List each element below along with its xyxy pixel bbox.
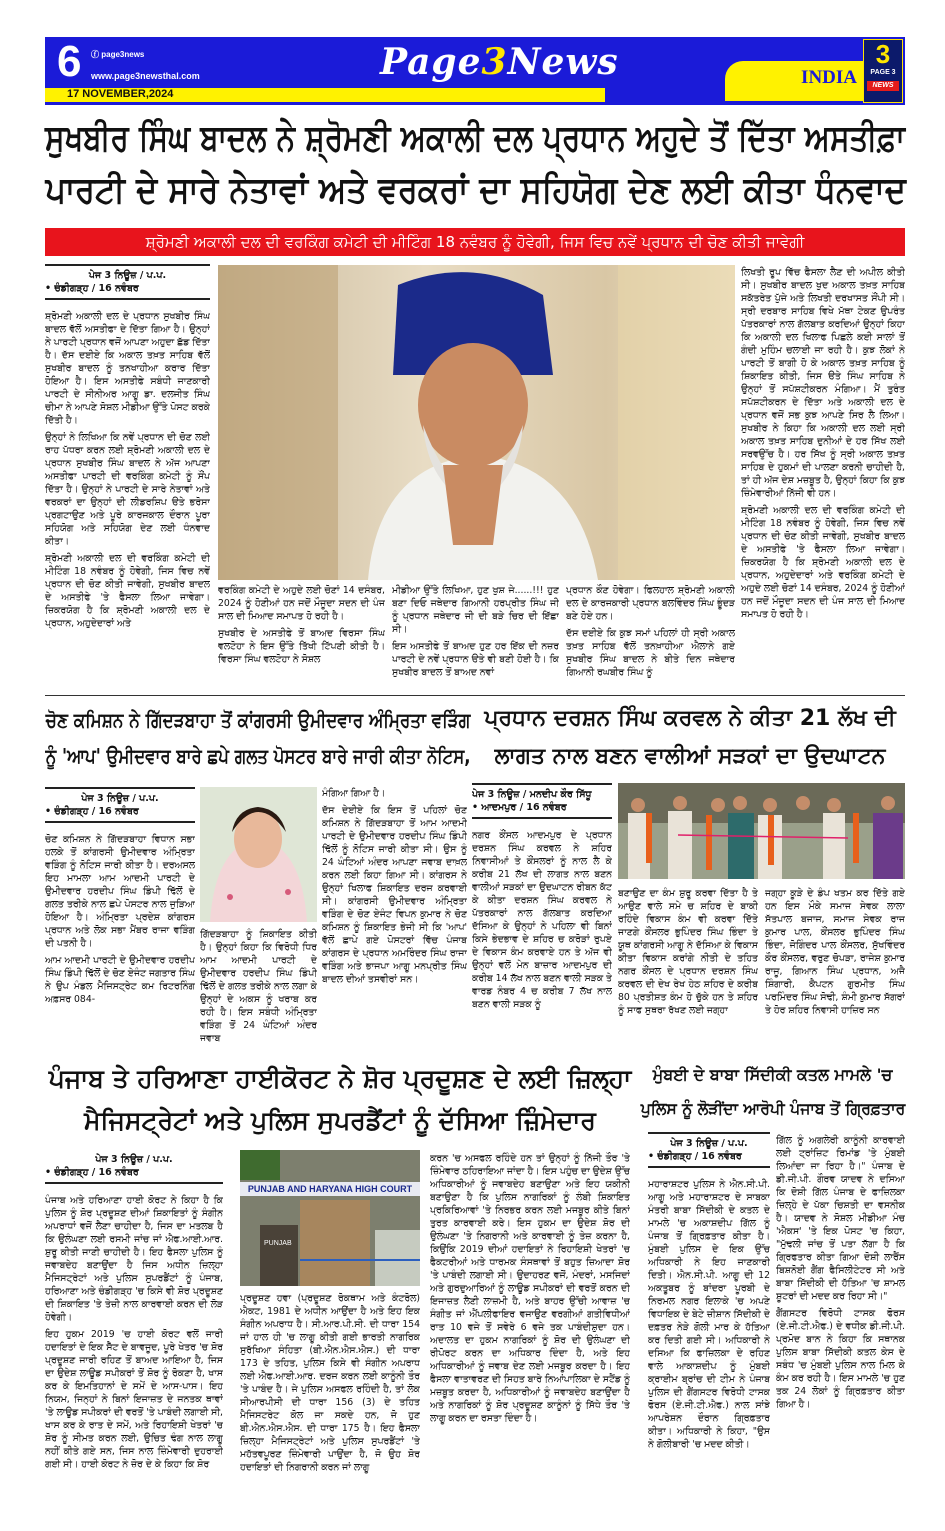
masthead <box>45 37 905 105</box>
headline-line: ਸੁਖਬੀਰ ਸਿੰਘ ਬਾਦਲ ਨੇ ਸ਼੍ਰੋਮਣੀ ਅਕਾਲੀ ਦਲ ਪ੍ਰਧਾਨ ਅਹੁਦੇ ਤੋਂ ਦਿੱਤਾ ਅਸਤੀਫ਼ਾ <box>45 118 905 159</box>
byline-agency: ਪੇਜ 3 ਨਿਊਜ਼ / ਮਨਦੀਪ ਕੌਰ ਸਿੱਧੂ <box>472 789 592 800</box>
lead-column-4 <box>566 584 735 690</box>
headline-line: ਨੂੰ 'ਆਪ' ਉਮੀਦਵਾਰ ਬਾਰੇ ਛਪੇ ਗਲਤ ਪੋਸਟਰ ਬਾਰੇ ਜਾਰੀ ਕੀਤਾ ਨੋਟਿਸ, <box>45 744 471 768</box>
paragraph: ਉਨ੍ਹਾਂ ਨੇ ਲਿਖਿਆ ਕਿ ਨਵੇਂ ਪ੍ਰਧਾਨ ਦੀ ਚੋਣ ਲਈ ਰਾਹ ਪੱਧਰਾ ਕਰਨ ਲਈ ਸ਼੍ਰੋਮਣੀ ਅਕਾਲੀ ਦਲ ਦੇ ਪ੍ਰਧਾਨ ਸੁਖਬੀਰ ਸਿੰਘ ਬਾਦਲ ਨੇ ਅੱਜ ਆਪਣਾ ਅਸਤੀਫਾ ਪਾਰਟੀ ਦੀ ਵਰਕਿੰਗ ਕਮੇਟੀ ਨੂੰ ਸੌਂਪ ਦਿੱਤਾ ਹੈ। ਉਨ੍ਹਾਂ ਨੇ ਪਾਰਟੀ ਦੇ ਸਾਰੇ ਨੇਤਾਵਾਂ ਅਤੇ ਵਰਕਰਾਂ ਦਾ ਉਨ੍ਹਾਂ ਦੀ ਲੀਡਰਸ਼ਿਪ ੳਤੇ ਭਰੋਸਾ ਪ੍ਰਗਟਾਉਣ ਅਤੇ ਪੂਰੇ ਕਾਰਜਕਾਲ ਦੌਰਾਨ ਪੂਰਾ ਸਹਿਯੋਗ ਅਤੇ ਸਹਿਯੋਗ ਦੇਣ ਲਈ ਧੰਨਵਾਦ ਕੀਤਾ। <box>45 432 210 547</box>
byline-place: • ਆਦਮਪੁਰ / 16 ਨਵੰਬਰ <box>472 802 567 813</box>
logo-text: PAGE 3 <box>870 69 896 76</box>
byline-agency: ਪੇਜ 3 ਨਿਊਜ਼ / ਪ.ਪ. <box>88 270 167 281</box>
facebook-icon: ⓕ <box>91 50 102 59</box>
banner-text: ਸ਼੍ਰੋਮਣੀ ਅਕਾਲੀ ਦਲ ਦੀ ਵਰਕਿੰਗ ਕਮੇਟੀ ਦੀ ਮੀਟਿੰਗ 18 ਨਵੰਬਰ ਨੂੰ ਹੋਵੇਗੀ, ਜਿਸ ਵਿਚ ਨਵੇਂ ਪ੍ਰਧਾਨ ਦੀ ਚੋਣ ਕੀਤੀ ਜਾਵੇਗੀ <box>145 233 805 251</box>
court-plaque-text: PUNJAB <box>264 1240 292 1247</box>
story3-column-1 <box>472 783 612 1053</box>
paragraph: ਆਮ ਆਦਮੀ ਪਾਰਟੀ ਦੇ ਉਮੀਦਵਾਰ ਹਰਦੀਪ ਸਿੰਘ ਡਿੰਪੀ ਢਿੱਲੋਂ ਦੇ ਚੋਣ ਏਜੰਟ ਜਗਤਾਰ ਸਿੰਘ ਨੇ ਉਪ ਮੰਡਲ ਮੈਜਿਸਟ੍ਰੇਟ ਕਮ ਰਿਟਰਨਿੰਗ ਅਫ਼ਸਰ 084- <box>45 955 195 1005</box>
paragraph: ਦੱਸ ਦੇਈਏ ਕਿ ਇਸ ਤੋਂ ਪਹਿਲਾਂ ਚੋਣ ਕਮਿਸ਼ਨ ਨੇ ਗਿੱਦੜਬਾਹਾ ਤੋਂ ਆਮ ਆਦਮੀ ਪਾਰਟੀ ਦੇ ਉਮੀਦਵਾਰ ਹਰਦੀਪ ਸਿੰਘ ਡਿੰਪੀ ਢਿੱਲੋਂ ਨੂੰ ਨੋਟਿਸ ਜਾਰੀ ਕੀਤਾ ਸੀ। ਉਸ ਨੂੰ 24 ਘੰਟਿਆਂ ਅੰਦਰ ਆਪਣਾ ਜਵਾਬ ਦਾਖ਼ਲ ਕਰਨ ਲਈ ਕਿਹਾ ਗਿਆ ਸੀ। ਕਾਂਗਰਸ ਨੇ ਉਨ੍ਹਾਂ ਖਿਲਾਫ ਸ਼ਿਕਾਇਤ ਦਰਜ ਕਰਵਾਈ ਸੀ। ਕਾਂਗਰਸੀ ਉਮੀਦਵਾਰ ਅੰਮ੍ਰਿਤਾ ਵੜਿੰਗ ਦੇ ਚੋਣ ਏਜੰਟ ਵਿਪਨ ਕੁਮਾਰ ਨੇ ਚੋਣ ਕਮਿਸ਼ਨ ਨੂੰ ਸ਼ਿਕਾਇਤ ਭੇਜੀ ਸੀ ਕਿ 'ਆਪ' ਵੱਲੋਂ ਛਾਪੇ ਗਏ ਪੋਸਟਰਾਂ ਵਿੱਚ ਪੰਜਾਬ ਕਾਂਗਰਸ ਦੇ ਪ੍ਰਧਾਨ ਅਮਰਿੰਦਰ ਸਿੰਘ ਰਾਜਾ ਵੜਿੰਗ ਅਤੇ ਭਾਜਪਾ ਆਗੂ ਮਨਪ੍ਰੀਤ ਸਿੰਘ ਬਾਦਲ ਦੀਆਂ ਤਸਵੀਰਾਂ ਸਨ। <box>322 805 467 985</box>
page3-logo <box>863 39 903 103</box>
paragraph: ਪ੍ਰਦੂਸ਼ਣ ਹਵਾ (ਪ੍ਰਦੂਸ਼ਣ ਰੋਕਥਾਮ ਅਤੇ ਕੰਟਰੋਲ) ਐਕਟ, 1981 ਦੇ ਅਧੀਨ ਆਉਂਦਾ ਹੈ ਅਤੇ ਇਹ ਇਕ ਸੰਗੀਨ ਅਪਰਾਧ ਹੈ। ਸੀ.ਆਰ.ਪੀ.ਸੀ. ਦੀ ਧਾਰਾ 154 ਜਾਂ ਹਾਲ ਹੀ 'ਚ ਲਾਗੂ ਕੀਤੀ ਗਈ ਭਾਰਤੀ ਨਾਗਰਿਕ ਸੁਰੱਖਿਆ ਸੰਹਿਤਾ (ਬੀ.ਐਨ.ਐਸ.ਐਸ.) ਦੀ ਧਾਰਾ 173 ਦੇ ਤਹਿਤ, ਪੁਲਿਸ ਕਿਸੇ ਵੀ ਸੰਗੀਨ ਅਪਰਾਧ ਲਈ ਐਫ.ਆਈ.ਆਰ. ਦਰਜ ਕਰਨ ਲਈ ਕਾਨੂੰਨੀ ਤੌਰ 'ਤੇ ਪਾਬੰਦ ਹੈ। ਜੇ ਪੁਲਿਸ ਅਸਫਲ ਰਹਿੰਦੀ ਹੈ, ਤਾਂ ਲੋਕ ਸੀਆਰਪੀਸੀ ਦੀ ਧਾਰਾ 156 (3) ਦੇ ਤਹਿਤ ਮੈਜਿਸਟਰੇਟ ਕੋਲ ਜਾ ਸਕਦੇ ਹਨ, ਜੋ ਹੁਣ ਬੀ.ਐਨ.ਐਸ.ਐਸ. ਦੀ ਧਾਰਾ 175 ਹੈ। ਇਹ ਫੈਸਲਾ ਜ਼ਿਲ੍ਹਾ ਮੈਜਿਸਟ੍ਰੇਟਾਂ ਅਤੇ ਪੁਲਿਸ ਸੁਪਰਡੈਂਟਾਂ 'ਤੇ ਮਹੱਤਵਪੂਰਣ ਜ਼ਿੰਮੇਵਾਰੀ ਪਾਉਂਦਾ ਹੈ, ਜੋ ਉਹ ਸ਼ੋਰ ਹਦਾਇਤਾਂ ਦੀ ਨਿਗਰਾਨੀ ਕਰਨ ਜਾਂ ਲਾਗੂ <box>240 1293 420 1473</box>
byline-agency: ਪੇਜ 3 ਨਿਊਜ਼ / ਪ.ਪ. <box>81 793 159 804</box>
brand-logo <box>380 41 619 83</box>
paragraph: ਸ਼੍ਰੋਮਣੀ ਅਕਾਲੀ ਦਲ ਦੇ ਪ੍ਰਧਾਨ ਸੁਖਬੀਰ ਸਿੰਘ ਬਾਦਲ ਵੱਲੋਂ ਅਸਤੀਫਾ ਦੇ ਦਿੱਤਾ ਗਿਆ ਹੈ। ਉਨ੍ਹਾਂ ਨੇ ਪਾਰਟੀ ਪ੍ਰਧਾਨ ਵਜੋਂ ਆਪਣਾ ਅਹੁਦਾ ਛੱਡ ਦਿੱਤਾ ਹੈ। ਦੱਸ ਦਈਏ ਕਿ ਅਕਾਲ ਤਖ਼ਤ ਸਾਹਿਬ ਵੱਲੋਂ ਸੁਖਬੀਰ ਬਾਦਲ ਨੂੰ ਤਨਖਾਹੀਆ ਕਰਾਰ ਦਿੱਤਾ ਹੋਇਆ ਹੈ। ਇਸ ਅਸਤੀਫੇ ਸਬੰਧੀ ਜਾਣਕਾਰੀ ਪਾਰਟੀ ਦੇ ਸੀਨੀਅਰ ਆਗੂ ਡਾ. ਦਲਜੀਤ ਸਿੰਘ ਚੀਮਾ ਨੇ ਆਪਣੇ ਸੋਸ਼ਲ ਮੀਡੀਆ ਉੱਤੇ ਪੋਸਟ ਕਰਕੇ ਦਿੱਤੀ ਹੈ। <box>45 311 210 426</box>
story2-photo <box>200 787 317 922</box>
paragraph: ਇਸ ਅਸਤੀਫੇ ਤੋਂ ਬਾਅਦ ਹੁਣ ਹਰ ਇੱਕ ਦੀ ਨਜ਼ਰ ਪਾਰਟੀ ਦੇ ਨਵੇਂ ਪ੍ਰਧਾਨ ੳਤੇ ਵੀ ਬਣੀ ਹੋਈ ਹੈ। ਕਿ ਸੁਖਬੀਰ ਬਾਦਲ ਤੋਂ ਬਾਅਦ ਨਵਾਂ <box>392 641 559 678</box>
logo-badge: NEWS <box>867 81 899 91</box>
paragraph: ਗੈਂਗਸਟਰ ਵਿਰੋਧੀ ਟਾਸਕ ਫੋਰਸ (ਏ.ਜੀ.ਟੀ.ਐਫ.) ਦੇ ਵਧੀਕ ਡੀ.ਜੀ.ਪੀ. ਪ੍ਰਮੋਦ ਬਾਨ ਨੇ ਕਿਹਾ ਕਿ ਸਥਾਨਕ ਪੁਲਿਸ ਬਾਬਾ ਸਿੱਦੀਕੀ ਕਤਲ ਕੇਸ ਦੇ ਸਬੰਧ 'ਚ ਮੁੰਬਈ ਪੁਲਿਸ ਨਾਲ ਮਿਲ ਕੇ ਕੰਮ ਕਰ ਰਹੀ ਹੈ। ਇਸ ਮਾਮਲੇ 'ਚ ਹੁਣ ਤਕ 24 ਲੋਕਾਂ ਨੂੰ ਗ੍ਰਿਫ਼ਤਾਰ ਕੀਤਾ ਗਿਆ ਹੈ। <box>776 1308 905 1410</box>
paragraph: ਦੱਸ ਦਈਏ ਕਿ ਕੁਝ ਸਮਾਂ ਪਹਿਲਾਂ ਹੀ ਸ੍ਰੀ ਅਕਾਲ ਤਖ਼ਤ ਸਾਹਿਬ ਵੱਲੋਂ ਤਨਖ਼ਾਹੀਆ ਐਲਾਨੇ ਗਏ ਸੁਖਬੀਰ ਸਿੰਘ ਬਾਦਲ ਨੇ ਬੀਤੇ ਦਿਨ ਜਥੇਦਾਰ ਗਿਆਨੀ ਰਘਬੀਰ ਸਿੰਘ ਨੂੰ <box>566 628 735 678</box>
story3-column-3 <box>765 887 905 1053</box>
paragraph: ਪੰਜਾਬ ਅਤੇ ਹਰਿਆਣਾ ਹਾਈ ਕੋਰਟ ਨੇ ਕਿਹਾ ਹੈ ਕਿ ਪੁਲਿਸ ਨੂੰ ਸ਼ੋਰ ਪ੍ਰਦੂਸ਼ਣ ਦੀਆਂ ਸ਼ਿਕਾਇਤਾਂ ਨੂੰ ਸੰਗੀਨ ਅਪਰਾਧਾਂ ਵਜੋਂ ਲੈਣਾ ਚਾਹੀਦਾ ਹੈ, ਜਿਸ ਦਾ ਮਤਲਬ ਹੈ ਕਿ ਉਲੰਘਣਾ ਲਈ ਰਸਮੀ ਜਾਂਚ ਜਾਂ ਐਫ.ਆਈ.ਆਰ. ਸ਼ੁਰੂ ਕੀਤੀ ਜਾਣੀ ਚਾਹੀਦੀ ਹੈ। ਇਹ ਫੈਸਲਾ ਪੁਲਿਸ ਨੂੰ ਜਵਾਬਦੇਹ ਬਣਾਉਂਦਾ ਹੈ ਜਿਸ ਅਧੀਨ ਜ਼ਿਲ੍ਹਾ ਮੈਜਿਸਟ੍ਰੇਟਾਂ ਅਤੇ ਪੁਲਿਸ ਸੁਪਰਡੈਂਟਾਂ ਨੂੰ ਪੰਜਾਬ, ਹਰਿਆਣਾ ਅਤੇ ਚੰਡੀਗੜ੍ਹ 'ਚ ਕਿਸੇ ਵੀ ਸ਼ੋਰ ਪ੍ਰਦੂਸ਼ਣ ਦੀ ਸ਼ਿਕਾਇਤ 'ਤੇ ਤੇਜ਼ੀ ਨਾਲ ਕਾਰਵਾਈ ਕਰਨ ਦੀ ਲੋੜ ਹੋਵੇਗੀ। <box>45 1195 223 1323</box>
handle-text: page3news <box>101 50 145 59</box>
lead-column-3 <box>392 584 559 690</box>
paragraph: ਇਹ ਹੁਕਮ 2019 'ਚ ਹਾਈ ਕੋਰਟ ਵਲੋਂ ਜਾਰੀ ਹਦਾਇਤਾਂ ਦੇ ਇਕ ਸੈੱਟ ਦੇ ਬਾਵਜੂਦ, ਪੂਰੇ ਖੇਤਰ 'ਚ ਸ਼ੋਰ ਪ੍ਰਦੂਸ਼ਣ ਜਾਰੀ ਰਹਿਣ ਤੋਂ ਬਾਅਦ ਆਇਆ ਹੈ, ਜਿਸ ਦਾ ਉਦੇਸ਼ ਲਾਊਡ ਸਪੀਕਰਾਂ ਤੋਂ ਸ਼ੋਰ ਨੂੰ ਰੋਕਣਾ ਹੈ, ਖਾਸ ਕਰ ਕੇ ਇਮਤਿਹਾਨਾਂ ਦੇ ਸਮੇਂ ਦੇ ਆਸ-ਪਾਸ। ਇਹ ਨਿਯਮ, ਜਿਨ੍ਹਾਂ ਨੇ ਬਿਨਾਂ ਇਜਾਜ਼ਤ ਦੇ ਜਨਤਕ ਥਾਵਾਂ 'ਤੇ ਲਾਊਡ ਸਪੀਕਰਾਂ ਦੀ ਵਰਤੋਂ 'ਤੇ ਪਾਬੰਦੀ ਲਗਾਈ ਸੀ, ਖਾਸ ਕਰ ਕੇ ਰਾਤ ਦੇ ਸਮੇਂ, ਅਤੇ ਰਿਹਾਇਸ਼ੀ ਖੇਤਰਾਂ 'ਚ ਸ਼ੋਰ ਨੂੰ ਸੀਮਤ ਕਰਨ ਲਈ, ਉਚਿਤ ਢੰਗ ਨਾਲ ਲਾਗੂ ਨਹੀਂ ਕੀਤੇ ਗਏ ਸਨ, ਜਿਸ ਨਾਲ ਜ਼ਿੰਮੇਵਾਰੀ ਦੁਹਰਾਈ ਗਈ ਸੀ। ਹਾਈ ਕੋਰਟ ਨੇ ਜ਼ੋਰ ਦੇ ਕੇ ਕਿਹਾ ਕਿ ਸ਼ੋਰ <box>45 1329 223 1470</box>
story3-photo <box>618 783 905 879</box>
byline-agency: ਪੇਜ 3 ਨਿਊਜ਼ / ਪ.ਪ. <box>95 1154 173 1165</box>
story5-headline <box>640 1058 905 1128</box>
paragraph: ਪ੍ਰਧਾਨ ਕੌਣ ਹੋਵੇਗਾ। ਫਿਲਹਾਲ ਸ਼੍ਰੋਮਣੀ ਅਕਾਲੀ ਦਲ ਦੇ ਕਾਰਜਕਾਰੀ ਪ੍ਰਧਾਨ ਬਲਵਿੰਦਰ ਸਿੰਘ ਭੂੰਦੜ ਬਣੇ ਹੋਏ ਹਨ। <box>566 585 735 622</box>
paragraph: ਗਿੱਲ ਨੂੰ ਅਗਲੇਰੀ ਕਾਨੂੰਨੀ ਕਾਰਵਾਈ ਲਈ ਟ੍ਰਾਂਜ਼ਿਟ ਰਿਮਾਂਡ 'ਤੇ ਮੁੰਬਈ ਲਿਆਂਦਾ ਜਾ ਰਿਹਾ ਹੈ।" ਪੰਜਾਬ ਦੇ ਡੀ.ਜੀ.ਪੀ. ਗੌਰਵ ਯਾਦਵ ਨੇ ਦਸਿਆ ਕਿ ਦੋਸ਼ੀ ਗਿੱਲ ਪੰਜਾਬ ਦੇ ਫਾਜ਼ਿਲਕਾ ਜ਼ਿਲ੍ਹੇ ਦੇ ਪੱਕਾ ਚਿਸ਼ਤੀ ਦਾ ਵਸਨੀਕ ਹੈ। ਯਾਦਵ ਨੇ ਸੋਸ਼ਲ ਮੀਡੀਆ ਮੰਚ 'ਐਕਸ' 'ਤੇ ਇਕ ਪੋਸਟ 'ਚ ਕਿਹਾ, "ਮੁੱਢਲੀ ਜਾਂਚ ਤੋਂ ਪਤਾ ਲੱਗਾ ਹੈ ਕਿ ਗ੍ਰਿਫਤਾਰ ਕੀਤਾ ਗਿਆ ਦੋਸ਼ੀ ਲਾਰੈਂਸ ਬਿਸ਼ਨੋਈ ਗੈਂਗ ਫੈਸਿਲੀਟੇਟਰ ਸੀ ਅਤੇ ਬਾਬਾ ਸਿੱਦੀਕੀ ਦੀ ਹੱਤਿਆ 'ਚ ਸ਼ਾਮਲ ਸ਼ੂਟਰਾਂ ਦੀ ਮਦਦ ਕਰ ਰਿਹਾ ਸੀ।" <box>776 1135 905 1302</box>
byline-place: • ਚੰਡੀਗੜ੍ਹ / 16 ਨਵੰਬਰ <box>45 806 139 817</box>
story4-column-2 <box>240 1292 420 1525</box>
paragraph: ਜਗ੍ਹਾ ਕੂੜੇ ਦੇ ਡੰਪ ਖਤਮ ਕਰ ਦਿੱਤੇ ਗਏ ਹਨ ਇਸ ਮੌਕੇ ਸਮਾਜ ਸੇਵਕ ਲਾਲਾ ਸੱਤਪਾਲ ਬਜਾਜ, ਸਮਾਜ ਸੇਵਕ ਰਾਜ ਕੁਮਾਰ ਪਾਲ, ਕੌਂਸਲਰ ਭੁਪਿੰਦਰ ਸਿੰਘ ਭਿੰਦਾ, ਜੋਗਿੰਦਰ ਪਾਲ ਕੌਂਸਲਰ, ਸੁੱਖਵਿੰਦਰ ਕੌਰ ਕੌਂਸਲਰ, ਵਰੁਣ ਚੋਪੜਾ, ਰਾਜੇਸ਼ ਕੁਮਾਰ ਰਾਜੂ, ਗਿਆਨ ਸਿੰਘ ਪ੍ਰਧਾਨ, ਅਜੈ ਸ਼ਿੰਗਾਰੀ, ਕੈਪਟਨ ਗੁਰਮੀਤ ਸਿੰਘ ਪਰਮਿੰਦਰ ਸਿੰਘ ਸੋਢੀ, ਸ਼ੰਮੀ ਕੁਮਾਰ ਸੱਗਰਾਂ ਤੇ ਹੋਰ ਸ਼ਹਿਰ ਨਿਵਾਸੀ ਹਾਜ਼ਿਰ ਸਨ <box>765 888 905 1016</box>
story4-photo <box>240 1150 420 1286</box>
logo-number: 3 <box>875 39 891 69</box>
paragraph: ਸੁਖਬੀਰ ਦੇ ਅਸਤੀਫੇ ਤੋਂ ਬਾਅਦ ਵਿਰਸਾ ਸਿੰਘ ਵਲਟੋਹਾ ਨੇ ਇਸ ਉੱਤੇ ਤਿੱਖੀ ਟਿੱਪਣੀ ਕੀਤੀ ਹੈ। ਵਿਰਸਾ ਸਿੰਘ ਵਲਟੋਹਾ ਨੇ ਸੋਸ਼ਲ <box>218 628 385 665</box>
lead-photo <box>218 265 735 580</box>
story2-headline <box>45 702 470 778</box>
headline-line: ਲਾਗਤ ਨਾਲ ਬਣਨ ਵਾਲੀਆਂ ਸੜਕਾਂ ਦਾ ਉਦਘਾਟਨ <box>494 744 886 769</box>
brand-three: 3 <box>481 41 508 83</box>
story4-headline <box>45 1058 635 1144</box>
story2-column-1 <box>45 787 195 1052</box>
byline-place: • ਚੰਡੀਗੜ੍ਹ / 16 ਨਵੰਬਰ <box>648 1151 742 1162</box>
paragraph: ਕਰਨ 'ਚ ਅਸਫਲ ਰਹਿੰਦੇ ਹਨ ਤਾਂ ਉਨ੍ਹਾਂ ਨੂੰ ਨਿੱਜੀ ਤੌਰ 'ਤੇ ਜ਼ਿੰਮੇਵਾਰ ਠਹਿਰਾਇਆ ਜਾਂਦਾ ਹੈ। ਇਸ ਪਹੁੰਚ ਦਾ ਉਦੇਸ਼ ਉੱਚ ਅਧਿਕਾਰੀਆਂ ਨੂੰ ਜਵਾਬਦੇਹ ਬਣਾਉਣਾ ਅਤੇ ਇਹ ਯਕੀਨੀ ਬਣਾਉਣਾ ਹੈ ਕਿ ਪੁਲਿਸ ਨਾਗਰਿਕਾਂ ਨੂੰ ਲੰਬੀ ਸ਼ਿਕਾਇਤ ਪ੍ਰਕਿਰਿਆਵਾਂ 'ਤੇ ਨਿਰਭਰ ਕਰਨ ਲਈ ਮਜਬੂਰ ਕੀਤੇ ਬਿਨਾਂ ਤੁਰਤ ਕਾਰਵਾਈ ਕਰੇ। ਇਸ ਹੁਕਮ ਦਾ ਉਦੇਸ਼ ਸ਼ੋਰ ਦੀ ਉਲੰਘਣਾ 'ਤੇ ਨਿਗਰਾਨੀ ਅਤੇ ਕਾਰਵਾਈ ਨੂੰ ਤੇਜ਼ ਕਰਨਾ ਹੈ, ਕਿਉਂਕਿ 2019 ਦੀਆਂ ਹਦਾਇਤਾਂ ਨੇ ਰਿਹਾਇਸ਼ੀ ਖੇਤਰਾਂ 'ਚ ਫੈਕਟਰੀਆਂ ਅਤੇ ਧਾਰਮਕ ਸੰਸਥਾਵਾਂ ਤੋਂ ਬਹੁਤ ਜ਼ਿਆਦਾ ਸ਼ੋਰ 'ਤੇ ਪਾਬੰਦੀ ਲਗਾਈ ਸੀ। ਉਦਾਹਰਣ ਵਜੋਂ, ਮੰਦਰਾਂ, ਮਸਜਿਦਾਂ ਅਤੇ ਗੁਰਦੁਆਰਿਆਂ ਨੂੰ ਲਾਊਡ ਸਪੀਕਰਾਂ ਦੀ ਵਰਤੋਂ ਕਰਨ ਦੀ ਇਜਾਜ਼ਤ ਲੈਣੀ ਲਾਜ਼ਮੀ ਹੈ, ਅਤੇ ਬਾਹਰ ਉੱਚੀ ਆਵਾਜ਼ 'ਚ ਸੰਗੀਤ ਜਾਂ ਐਂਪਲੀਫਾਇਰ ਵਜਾਉਣ ਵਰਗੀਆਂ ਗਤੀਵਿਧੀਆਂ ਰਾਤ 10 ਵਜੇ ਤੋਂ ਸਵੇਰੇ 6 ਵਜੇ ਤਕ ਪਾਬੰਦੀਸ਼ੁਦਾ ਹਨ। ਅਦਾਲਤ ਦਾ ਹੁਕਮ ਨਾਗਰਿਕਾਂ ਨੂੰ ਸ਼ੋਰ ਦੀ ਉਲੰਘਣਾ ਦੀ ਰੀਪੋਰਟ ਕਰਨ ਦਾ ਅਧਿਕਾਰ ਦਿੰਦਾ ਹੈ, ਅਤੇ ਇਹ ਅਧਿਕਾਰੀਆਂ ਨੂੰ ਜਵਾਬ ਦੇਣ ਲਈ ਮਜਬੂਰ ਕਰਦਾ ਹੈ। ਇਹ ਫੈਸਲਾ ਵਾਤਾਵਰਣ ਦੀ ਸਿਹਤ ਬਾਰੇ ਨਿਆਂਪਾਲਿਕਾ ਦੇ ਸਟੈਂਡ ਨੂੰ ਮਜ਼ਬੂਤ ਕਰਦਾ ਹੈ, ਅਧਿਕਾਰੀਆਂ ਨੂੰ ਜਵਾਬਦੇਹ ਬਣਾਉਂਦਾ ਹੈ ਅਤੇ ਨਾਗਰਿਕਾਂ ਨੂੰ ਸ਼ੋਰ ਪ੍ਰਦੂਸ਼ਣ ਕਾਨੂੰਨਾਂ ਨੂੰ ਸਿੱਧੇ ਤੌਰ 'ਤੇ ਲਾਗੂ ਕਰਨ ਦਾ ਰਸਤਾ ਦਿੰਦਾ ਹੈ। <box>430 1153 630 1424</box>
story4-column-3 <box>430 1152 630 1525</box>
byline <box>45 787 195 823</box>
byline <box>648 1132 770 1168</box>
byline <box>472 783 612 819</box>
section-divider <box>45 695 905 696</box>
story2-column-2 <box>200 928 317 1052</box>
paragraph: ਲਿਖਤੀ ਰੂਪ ਵਿੱਚ ਫੈਸਲਾ ਲੈਣ ਦੀ ਅਪੀਲ ਕੀਤੀ ਸੀ। ਸੁਖਬੀਰ ਬਾਦਲ ਖੁਦ ਅਕਾਲ ਤਖ਼ਤ ਸਾਹਿਬ ਸਕੱਤਰੇਤ ਪੁੱਜੇ ਅਤੇ ਲਿਖਤੀ ਦਰਖਾਸਤ ਸੌਂਪੀ ਸੀ। ਸ੍ਰੀ ਦਰਬਾਰ ਸਾਹਿਬ ਵਿਖੇ ਮੱਥਾ ਟੇਕਣ ਉਪਰੰਤ ਪੱਤਰਕਾਰਾਂ ਨਾਲ ਗੱਲਬਾਤ ਕਰਦਿਆਂ ਉਨ੍ਹਾਂ ਕਿਹਾ ਕਿ ਅਕਾਲੀ ਦਲ ਖਿਲਾਫ ਪਿਛਲੇ ਕਈ ਸਾਲਾਂ ਤੋਂ ਗੰਦੀ ਮੁਹਿੰਮ ਚਲਾਈ ਜਾ ਰਹੀ ਹੈ। ਕੁਝ ਲੋਕਾਂ ਨੇ ਪਾਰਟੀ ਤੋਂ ਬਾਗੀ ਹੋ ਕੇ ਅਕਾਲ ਤਖ਼ਤ ਸਾਹਿਬ ਨੂੰ ਸ਼ਿਕਾਇਤ ਕੀਤੀ, ਜਿਸ ੳਤੇ ਸਿੰਘ ਸਾਹਿਬ ਨੇ ਉਨ੍ਹਾਂ ਤੋਂ ਸਪੱਸ਼ਟੀਕਰਨ ਮੰਗਿਆ। ਮੈਂ ਤੁਰੰਤ ਸਪੱਸ਼ਟੀਕਰਨ ਦੇ ਦਿੱਤਾ ਅਤੇ ਅਕਾਲੀ ਦਲ ਦੇ ਪ੍ਰਧਾਨ ਵਜੋਂ ਸਭ ਕੁਝ ਆਪਣੇ ਸਿਰ ਲੈ ਲਿਆ। ਸੁਖਬੀਰ ਨੇ ਕਿਹਾ ਕਿ ਅਕਾਲੀ ਦਲ ਲਈ ਸ੍ਰੀ ਅਕਾਲ ਤਖ਼ਤ ਸਾਹਿਬ ਦੁਨੀਆਂ ਦੇ ਹਰ ਸਿੱਖ ਲਈ ਸਰਵਉੱਚ ਹੈ। ਹਰ ਸਿੱਖ ਨੂੰ ਸ੍ਰੀ ਅਕਾਲ ਤਖ਼ਤ ਸਾਹਿਬ ਦੇ ਹੁਕਮਾਂ ਦੀ ਪਾਲਣਾ ਕਰਨੀ ਚਾਹੀਦੀ ਹੈ, ਤਾਂ ਹੀ ਅੱਜ ਦੇਸ਼ ਮਜ਼ਬੂਤ ਹੈ, ਉਨ੍ਹਾਂ ਕਿਹਾ ਕਿ ਕੁਝ ਜ਼ਿੰਮੇਵਾਰੀਆਂ ਨਿੱਜੀ ਵੀ ਹਨ। <box>741 267 905 499</box>
court-sign-text: PUNJAB AND HARYANA HIGH COURT <box>240 1182 420 1196</box>
paragraph: ਮੀਡੀਆ ਉੱਤੇ ਲਿਖਿਆ, ਹੁਣ ਖੁਸ਼ ਜੇ......!!! ਹੁਣ ਬਣਾ ਦਿਓ ਜਥੇਦਾਰ ਗਿਆਨੀ ਹਰਪ੍ਰੀਤ ਸਿੰਘ ਜੀ ਨੂੰ ਪ੍ਰਧਾਨ ਜਥੇਦਾਰ ਜੀ ਦੀ ਬੜੇ ਚਿਰ ਦੀ ਇੱਛਾ ਸੀ। <box>392 585 559 635</box>
paragraph: ਗਿੱਦੜਬਾਹਾ ਨੂੰ ਸ਼ਿਕਾਇਤ ਕੀਤੀ ਹੈ। ਉਨ੍ਹਾਂ ਕਿਹਾ ਕਿ ਵਿਰੋਧੀ ਧਿਰ ਆਮ ਆਦਮੀ ਪਾਰਟੀ ਦੇ ਉਮੀਦਵਾਰ ਹਰਦੀਪ ਸਿੰਘ ਡਿੰਪੀ ਢਿੱਲੋਂ ਦੇ ਗਲਤ ਤਰੀਕੇ ਨਾਲ ਲਗਾ ਕੇ ਉਨ੍ਹਾਂ ਦੇ ਅਕਸ ਨੂੰ ਖਰਾਬ ਕਰ ਰਹੀ ਹੈ। ਇਸ ਸਬੰਧੀ ਅੰਮ੍ਰਿਤਾ ਵੜਿੰਗ ਤੋਂ 24 ਘੰਟਿਆਂ ਅੰਦਰ ਜਵਾਬ <box>200 929 317 1044</box>
paragraph: ਸ਼੍ਰੋਮਣੀ ਅਕਾਲੀ ਦਲ ਦੀ ਵਰਕਿੰਗ ਕਮੇਟੀ ਦੀ ਮੀਟਿੰਗ 18 ਨਵੰਬਰ ਨੂੰ ਹੋਵੇਗੀ, ਜਿਸ ਵਿਚ ਨਵੇਂ ਪ੍ਰਧਾਨ ਦੀ ਚੋਣ ਕੀਤੀ ਜਾਵੇਗੀ, ਸੁਖਬੀਰ ਬਾਦਲ ਦੇ ਅਸਤੀਫੇ 'ਤੇ ਫੈਸਲਾ ਲਿਆ ਜਾਵੇਗਾ। ਜ਼ਿਕਰਯੋਗ ਹੈ ਕਿ ਸ਼੍ਰੋਮਣੀ ਅਕਾਲੀ ਦਲ ਦੇ ਪ੍ਰਧਾਨ, ਅਹੁਦੇਦਾਰਾਂ ਅਤੇ <box>45 553 210 629</box>
paragraph: ਚੋਣ ਕਮਿਸ਼ਨ ਨੇ ਗਿੱਦੜਬਾਹਾ ਵਿਧਾਨ ਸਭਾ ਹਲਕੇ ਤੋਂ ਕਾਂਗਰਸੀ ਉਮੀਦਵਾਰ ਅੰਮ੍ਰਿਤਾ ਵੜਿੰਗ ਨੂੰ ਨੋਟਿਸ ਜਾਰੀ ਕੀਤਾ ਹੈ। ਦਰਅਸਲ ਇਹ ਮਾਮਲਾ ਆਮ ਆਦਮੀ ਪਾਰਟੀ ਦੇ ਉਮੀਦਵਾਰ ਹਰਦੀਪ ਸਿੰਘ ਡਿੰਪੀ ਢਿੱਲੋਂ ਦੇ ਗਲਤ ਤਰੀਕੇ ਨਾਲ ਛਪੇ ਪੋਸਟਰ ਨਾਲ ਜੁੜਿਆ ਹੋਇਆ ਹੈ। ਅੰਮ੍ਰਿਤਾ ਪ੍ਰਦੇਸ਼ ਕਾਂਗਰਸ ਪ੍ਰਧਾਨ ਅਤੇ ਲੋਕ ਸਭਾ ਮੈਂਬਰ ਰਾਜਾ ਵੜਿੰਗ ਦੀ ਪਤਨੀ ਹੈ। <box>45 834 195 949</box>
paragraph: ਵਰਕਿੰਗ ਕਮੇਟੀ ਦੇ ਅਹੁਦੇ ਲਈ ਚੋਣਾਂ 14 ਦਸੰਬਰ, 2024 ਨੂੰ ਹੋਣੀਆਂ ਹਨ ਜਦੋਂ ਮੌਜੂਦਾ ਸਦਨ ਦੀ ਪੰਜ ਸਾਲ ਦੀ ਮਿਆਦ ਸਮਾਪਤ ਹੋ ਰਹੀ ਹੈ। <box>218 585 385 622</box>
ribbon-cutting-photo <box>618 783 905 879</box>
byline-place: • ਚੰਡੀਗੜ੍ਹ / 16 ਨਵੰਬਰ <box>45 1167 139 1178</box>
headline-line: ਮੈਜਿਸਟ੍ਰੇਟਾਂ ਅਤੇ ਪੁਲਿਸ ਸੁਪਰਡੈਂਟਾਂ ਨੂੰ ਦੱਸਿਆ ਜ਼ਿੰਮੇਦਾਰ <box>84 1106 596 1135</box>
headline-line: ਪੰਜਾਬ ਤੇ ਹਰਿਆਣਾ ਹਾਈਕੋਰਟ ਨੇ ਸ਼ੋਰ ਪ੍ਰਦੂਸ਼ਣ ਦੇ ਲਈ ਜ਼ਿਲ੍ਹਾ <box>48 1064 632 1093</box>
brand-right: News <box>507 41 619 83</box>
headline-line: ਪੁਲਿਸ ਨੂੰ ਲੋੜੀਂਦਾ ਆਰੋਪੀ ਪੰਜਾਬ ਤੋਂ ਗ੍ਰਿਫ਼ਤਾਰ <box>640 1099 905 1118</box>
byline <box>45 1150 223 1184</box>
paragraph: ਸ਼੍ਰੋਮਣੀ ਅਕਾਲੀ ਦਲ ਦੀ ਵਰਕਿੰਗ ਕਮੇਟੀ ਦੀ ਮੀਟਿੰਗ 18 ਨਵੰਬਰ ਨੂੰ ਹੋਵੇਗੀ, ਜਿਸ ਵਿਚ ਨਵੇਂ ਪ੍ਰਧਾਨ ਦੀ ਚੋਣ ਕੀਤੀ ਜਾਵੇਗੀ, ਸੁਖਬੀਰ ਬਾਦਲ ਦੇ ਅਸਤੀਫੇ 'ਤੇ ਫੈਸਲਾ ਲਿਆ ਜਾਵੇਗਾ। ਜ਼ਿਕਰਯੋਗ ਹੈ ਕਿ ਸ਼੍ਰੋਮਣੀ ਅਕਾਲੀ ਦਲ ਦੇ ਪ੍ਰਧਾਨ, ਅਹੁਦੇਦਾਰਾਂ ਅਤੇ ਵਰਕਿੰਗ ਕਮੇਟੀ ਦੇ ਅਹੁਦੇ ਲਈ ਚੋਣਾਂ 14 ਦਸੰਬਰ, 2024 ਨੂੰ ਹੋਣੀਆਂ ਹਨ ਜਦੋਂ ਮੌਜੂਦਾ ਸਦਨ ਦੀ ਪੰਜ ਸਾਲ ਦੀ ਮਿਆਦ ਸਮਾਪਤ ਹੋ ਰਹੀ ਹੈ। <box>741 505 905 620</box>
lead-headline <box>45 113 905 217</box>
story3-column-2 <box>618 887 758 1053</box>
social-handle <box>91 49 144 60</box>
story5-column-2 <box>776 1134 905 1525</box>
issue-date: 17 NOVEMBER,2024 <box>67 88 174 100</box>
paragraph: ਬਣਾਉਣ ਦਾ ਕੰਮ ਸ਼ੁਰੂ ਕਰਵਾ ਦਿੱਤਾ ਹੈ ਤੇ ਆਉਣ ਵਾਲੇ ਸਮੇ ਚ ਸ਼ਹਿਰ ਦੇ ਬਾਕੀ ਰਹਿੰਦੇ ਵਿਕਾਸ ਕੰਮ ਵੀ ਕਰਵਾ ਦਿੱਤੇ ਜਾਣਗੇ ਕੌਂਸਲਰ ਭੁਪਿੰਦਰ ਸਿੰਘ ਭਿੰਦਾ ਤੇ ਯੂਥ ਕਾਂਗਰਸੀ ਆਗੂ ਨੇ ਦੱਸਿਆ ਕੇ ਵਿਕਾਸ ਕੀਤਾ ਵਿਕਾਸ ਕਰਾਂਗੇ ਨੀਤੀ ਦੇ ਤਹਿਤ ਨਗਰ ਕੌਂਸਲ ਦੇ ਪ੍ਰਧਾਨ ਦਰਸ਼ਨ ਸਿੰਘ ਕਰਵਲ ਦੀ ਦੇਖ ਰੇਖ ਹੇਠ ਸ਼ਹਿਰ ਦੇ ਕਰੀਬ 80 ਪ੍ਰਤੀਸ਼ਤ ਕੰਮ ਹੋ ਚੁੱਕੇ ਹਨ ਤੇ ਸ਼ਹਿਰ ਨੂੰ ਸਾਫ ਸੁਥਰਾ ਰੱਖਣ ਲਈ ਜਗ੍ਹਾ <box>618 888 758 1016</box>
byline <box>45 264 210 300</box>
paragraph: ਮੰਗਿਆ ਗਿਆ ਹੈ। <box>322 788 386 799</box>
lead-column-1 <box>45 264 210 689</box>
brand-left: Page <box>380 41 482 83</box>
lead-column-5 <box>741 266 905 690</box>
byline-place: • ਚੰਡੀਗੜ੍ਹ / 16 ਨਵੰਬਰ <box>45 283 139 294</box>
headline-line: ਪਾਰਟੀ ਦੇ ਸਾਰੇ ਨੇਤਾਵਾਂ ਅਤੇ ਵਰਕਰਾਂ ਦਾ ਸਹਿਯੋਗ ਦੇਣ ਲਈ ਕੀਤਾ ਧੰਨਵਾਦ <box>45 170 906 211</box>
headline-line: ਪ੍ਰਧਾਨ ਦਰਸ਼ਨ ਸਿੰਘ ਕਰਵਲ ਨੇ ਕੀਤਾ 21 ਲੱਖ ਦੀ <box>484 706 896 731</box>
headline-line: ਮੁੰਬਈ ਦੇ ਬਾਬਾ ਸਿੱਦੀਕੀ ਕਤਲ ਮਾਮਲੇ 'ਚ <box>652 1065 893 1084</box>
byline-agency: ਪੇਜ 3 ਨਿਊਜ਼ / ਪ.ਪ. <box>670 1138 748 1149</box>
website: www.page3newsthal.com <box>91 71 200 81</box>
edition-label: INDIA <box>801 67 857 88</box>
page-number: 6 <box>57 37 82 86</box>
sukhbir-badal-photo <box>218 265 735 580</box>
story5-column-1 <box>648 1132 770 1525</box>
story2-column-3 <box>322 787 467 1052</box>
headline-line: ਚੋਣ ਕਮਿਸ਼ਨ ਨੇ ਗਿੱਦੜਬਾਹਾ ਤੋਂ ਕਾਂਗਰਸੀ ਉਮੀਦਵਾਰ ਅੰਮ੍ਰਿਤਾ ਵੜਿੰਗ <box>45 708 470 732</box>
high-court-photo <box>240 1150 420 1286</box>
amrita-warring-photo <box>200 787 317 922</box>
story4-column-1 <box>45 1150 223 1525</box>
paragraph: ਮਹਾਰਾਸ਼ਟਰ ਪੁਲਿਸ ਨੇ ਐਨ.ਸੀ.ਪੀ. ਆਗੂ ਅਤੇ ਮਹਾਰਾਸ਼ਟਰ ਦੇ ਸਾਬਕਾ ਮੰਤਰੀ ਬਾਬਾ ਸਿੱਦੀਕੀ ਦੇ ਕਤਲ ਦੇ ਮਾਮਲੇ 'ਚ ਅਕਾਸ਼ਦੀਪ ਗਿੱਲ ਨੂੰ ਪੰਜਾਬ ਤੋਂ ਗ੍ਰਿਫ਼ਤਾਰ ਕੀਤਾ ਹੈ। ਮੁੰਬਈ ਪੁਲਿਸ ਦੇ ਇਕ ਉੱਚ ਅਧਿਕਾਰੀ ਨੇ ਇਹ ਜਾਣਕਾਰੀ ਦਿਤੀ। ਐਨ.ਸੀ.ਪੀ. ਆਗੂ ਦੀ 12 ਅਕਤੂਬਰ ਨੂੰ ਬਾਂਦਰਾ ਪੂਰਬੀ ਦੇ ਨਿਰਮਲ ਨਗਰ ਇਲਾਕੇ 'ਚ ਅਪਣੇ ਵਿਧਾਇਕ ਦੇ ਬੇਟੇ ਜ਼ੀਸ਼ਾਨ ਸਿੱਦੀਕੀ ਦੇ ਦਫ਼ਤਰ ਨੇੜੇ ਗੋਲੀ ਮਾਰ ਕੇ ਹੱਤਿਆ ਕਰ ਦਿਤੀ ਗਈ ਸੀ। ਅਧਿਕਾਰੀ ਨੇ ਦਸਿਆ ਕਿ ਫਾਜ਼ਿਲਕਾ ਦੇ ਰਹਿਣ ਵਾਲੇ ਆਕਾਸ਼ਦੀਪ ਨੂੰ ਮੁੰਬਈ ਕ੍ਰਾਈਮ ਬ੍ਰਾਂਚ ਦੀ ਟੀਮ ਨੇ ਪੰਜਾਬ ਪੁਲਿਸ ਦੀ ਗੈਂਗਸਟਰ ਵਿਰੋਧੀ ਟਾਸਕ ਫੋਰਸ (ਏ.ਜੀ.ਟੀ.ਐਫ.) ਨਾਲ ਸਾਂਝੇ ਆਪਰੇਸ਼ਨ ਦੌਰਾਨ ਗ੍ਰਿਫ਼ਤਾਰ ਕੀਤਾ। ਅਧਿਕਾਰੀ ਨੇ ਕਿਹਾ, "ਉਸ ਨੇ ਗੋਲੀਬਾਰੀ 'ਚ ਮਦਦ ਕੀਤੀ। <box>648 1179 770 1450</box>
lead-subheadline-banner <box>45 228 905 256</box>
story3-headline <box>475 700 905 778</box>
lead-column-2 <box>218 584 385 690</box>
paragraph: ਨਗਰ ਕੌਂਸਲ ਆਦਮਪੁਰ ਦੇ ਪ੍ਰਧਾਨ ਦਰਸ਼ਨ ਸਿੰਘ ਕਰਵਲ ਨੇ ਸ਼ਹਿਰ ਨਿਵਾਸੀਆਂ ਤੇ ਕੌਂਸਲਰਾਂ ਨੂੰ ਨਾਲ ਲੈ ਕੇ ਕਰੀਬ 21 ਲੱਖ ਦੀ ਲਾਗਤ ਨਾਲ ਬਣਨ ਵਾਲੀਆਂ ਸੜਕਾਂ ਦਾ ਉਦਘਾਟਨ ਰੀਬਨ ਕੱਟ ਕੇ ਕੀਤਾ ਦਰਸ਼ਨ ਸਿੰਘ ਕਰਵਲ ਨੇ ਪੱਤਰਕਾਰਾਂ ਨਾਲ ਗੱਲਬਾਤ ਕਰਦਿਆ ਦੱਸਿਆ ਕੇ ਉਨ੍ਹਾਂ ਨੇ ਪਹਿਲਾ ਵੀ ਬਿਨਾਂ ਕਿਸੇ ਭੇਦਭਾਵ ਦੇ ਸ਼ਹਿਰ ਚ ਕਰੋੜਾਂ ਰੁਪਏ ਦੇ ਵਿਕਾਸ ਕੰਮ ਕਰਵਾਏ ਹਨ ਤੇ ਅੱਜ ਵੀ ਉਨ੍ਹਾਂ ਵਲੋਂ ਮੇਨ ਬਾਜ਼ਾਰ ਆਦਮਪੁਰ ਦੀ ਕਰੀਬ 14 ਲੱਖ ਨਾਲ ਬਣਨ ਵਾਲੀ ਸੜਕ ਤੇ ਵਾਰਡ ਨੰਬਰ 4 ਚ ਕਰੀਬ 7 ਲੱਖ ਨਾਲ ਬਣਨ ਵਾਲੀ ਸੜਕ ਨੂੰ <box>472 830 612 1010</box>
